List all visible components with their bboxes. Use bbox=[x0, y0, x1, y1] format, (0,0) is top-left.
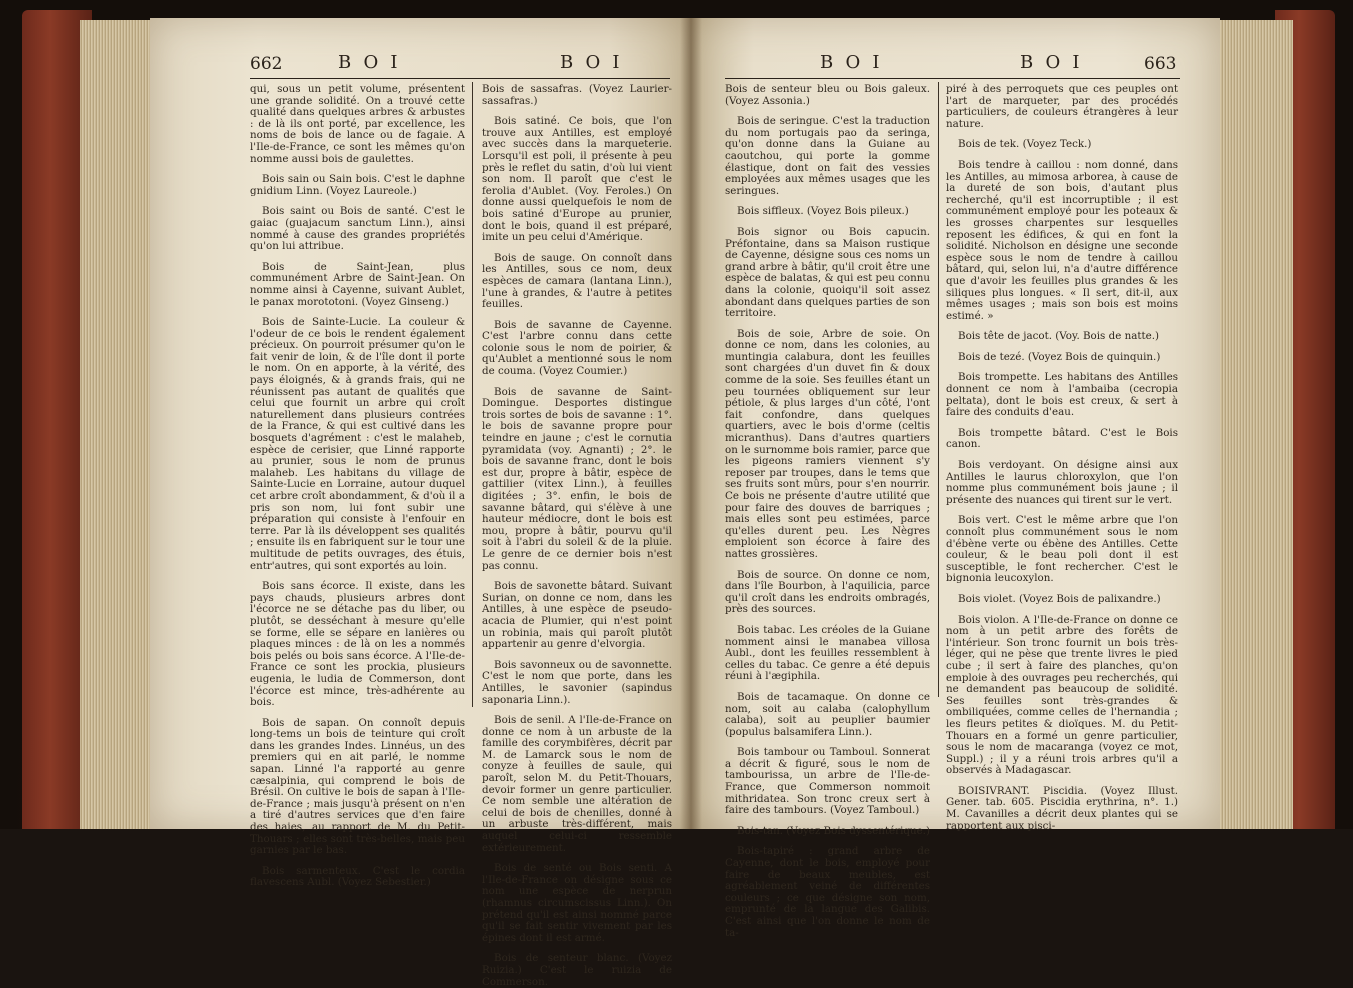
left-column-rule bbox=[472, 82, 473, 707]
dictionary-entry: Bois signor ou Bois capucin. Préfontaine, dans sa Maison rustique de Cayenne, désigne sous ces noms un grand arbre à bâtir, qu'il croit être une espèce de balatas, & qui est peu connu dans la colonie, quoiqu'il soit assez abondant dans quelques parties de son territoire. bbox=[725, 225, 930, 320]
dictionary-entry: Bois de senil. A l'Ile-de-France on donne ce nom à un arbuste de la famille des corymbifères, décrit par M. de Lamarck sous le nom de conyze à feuilles de saule, qui paroît, selon M. du Petit-Thouars, devoir former un genre particulier. Ce nom semble une altération de celui de bois de chenilles, donné à un arbuste très-différent, mais auquel celui-ci ressemble extérieurement. bbox=[482, 714, 672, 854]
dictionary-entry: Bois violon. A l'Ile-de-France on donne ce nom à un petit arbre des forêts de l'intérieur. Son tronc fournit un bois très-léger, qui ne pèse que trente livres le pied cube ; il sert à faire des planches, qu'on emploie à des ouvrages peu recherchés, qui ne demandent pas beaucoup de solidité. Ses feuilles sont très-grandes & ombiliquées, comme celles de l'hernandia ; les fleurs petites & dioïques. M. du Petit-Thouars en a formé un genre particulier, sous le nom de macaranga (voyez ce mot, Suppl.) ; il y a réuni trois arbres qu'il a observés à Madagascar. bbox=[946, 613, 1178, 777]
dictionary-entry: Bois de Saint-Jean, plus communément Arbre de Saint-Jean. On nomme ainsi à Cayenne, suivant Aublet, le panax morototoni. (Voyez Ginseng.) bbox=[250, 260, 465, 308]
dictionary-entry: Bois sain ou Sain bois. C'est le daphne gnidium Linn. (Voyez Laureole.) bbox=[250, 173, 465, 197]
dictionary-entry: Bois vert. C'est le même arbre que l'on connoît plus communément sous le nom d'ébène verte ou ébène des Antilles. Cette couleur, & le beau poli dont il est susceptible, le font rechercher. C'est le bignonia leucoxylon. bbox=[946, 514, 1178, 585]
dictionary-entry: BOISIVRANT. Piscidia. (Voyez Illust. Gener. tab. 605. Piscidia erythrina, n°. 1.) M. Cavanilles a décrit deux plantes qui se rapportent aux pisci- bbox=[946, 784, 1178, 832]
right-column-rule bbox=[938, 82, 939, 697]
dictionary-entry: Bois tabac. Les créoles de la Guiane nomment ainsi le manabea villosa Aubl., dont les feuilles ressemblent à celles du tabac. Ce genre a été depuis réuni à l'ægiphila. bbox=[725, 623, 930, 683]
right-running-head-right: BOI bbox=[1020, 52, 1092, 73]
dictionary-entry: Bois-tan. (Voyez Bois dyssentérique.) bbox=[737, 824, 930, 837]
left-page-number: 662 bbox=[250, 54, 283, 74]
right-page-column-1 bbox=[725, 83, 930, 939]
right-header-rule bbox=[725, 78, 1180, 79]
dictionary-entry: Bois violet. (Voyez Bois de palixandre.) bbox=[958, 592, 1161, 605]
dictionary-entry: Bois de sassafras. (Voyez Laurier-sassafras.) bbox=[482, 83, 672, 107]
dictionary-entry: Bois sans écorce. Il existe, dans les pays chauds, plusieurs arbres dont l'écorce ne se détache pas du liber, ou plutôt, se desséchant à mesure qu'elle se forme, elle se sépare en lanières ou plaques minces : de là on les a nommés bois pelés ou bois sans écorce. A l'Ile-de-France ce sont les prockia, plusieurs eugenia, le ludia de Commerson, dont l'écorce est mince, très-adhérente au bois. bbox=[250, 580, 465, 709]
dictionary-entry: Bois sarmenteux. C'est le cordia flavescens Aubl. (Voyez Sebestier.) bbox=[250, 864, 465, 889]
dictionary-entry: Bois satiné. Ce bois, que l'on trouve aux Antilles, est employé avec succès dans la marqueterie. Lorsqu'il est poli, il présente à peu près le reflet du satin, d'où lui vient son nom. Il paroît que c'est le ferolia d'Aublet. (Voy. Feroles.) On donne aussi quelquefois le nom de bois satiné d'Europe au prunier, dont le bois, quand il est préparé, imite un peu celui d'Amérique. bbox=[482, 115, 672, 244]
dictionary-entry: Bois tendre à caillou : nom donné, dans les Antilles, au mimosa arborea, à cause de la dureté de son bois, d'autant plus recherché, qu'il est incorruptible ; il est communément employé pour les poteaux & les grosses charpentes sur lesquelles reposent les édifices, & qui en font la solidité. Nicholson en désigne une seconde espèce sous le nom de tendre à caillou bâtard, qui, selon lui, n'a d'autre différence que d'avoir les feuilles plus grandes & les siliques plus longues. « Il sert, dit-il, aux mêmes usages ; mais son bois est moins estimé. » bbox=[946, 158, 1178, 322]
dictionary-entry: Bois tambour ou Tamboul. Sonnerat a décrit & figuré, sous le nom de tambourissa, un arbre de l'Ile-de-France, que Commerson nommoit mithridatea. Son tronc creux sert à faire des tambours. (Voyez Tamboul.) bbox=[725, 746, 930, 817]
dictionary-entry: Bois de tek. (Voyez Teck.) bbox=[958, 138, 1092, 151]
dictionary-entry: Bois tête de jacot. (Voy. Bois de natte.) bbox=[958, 330, 1159, 343]
dictionary-entry: Bois-tapiré : grand arbre de Cayenne, dont le bois, employé pour faire de beaux meubles, est agréablement veiné de différentes couleurs ; ce que désigne son nom, emprunté de la langue des Galibis. C'est ainsi que l'on donne le nom de ta- bbox=[725, 845, 930, 939]
left-running-head-left: BOI bbox=[338, 52, 410, 73]
dictionary-entry: Bois de savonette bâtard. Suivant Surian, on donne ce nom, dans les Antilles, à une espèce de pseudo-acacia de Plumier, qui n'est point un robinia, mais qui paroît plutôt appartenir au genre d'elvorgia. bbox=[482, 580, 672, 651]
dictionary-entry: Bois de senté ou Bois senti. A l'Ile-de-France on désigne sous ce nom une espèce de nerprun (rhamnus circumscissus Linn.). On prétend qu'il est ainsi nommé parce qu'il se fait sentir vivement par les épines dont il est armé. bbox=[482, 862, 672, 944]
dictionary-entry: Bois de senteur bleu ou Bois galeux. (Voyez Assonia.) bbox=[725, 83, 930, 107]
dictionary-entry: Bois savonneux ou de savonnette. C'est le nom que porte, dans les Antilles, le savonier (sapindus saponaria Linn.). bbox=[482, 658, 672, 706]
right-page-number: 663 bbox=[1144, 54, 1177, 74]
dictionary-entry: Bois trompette bâtard. C'est le Bois canon. bbox=[946, 426, 1178, 451]
dictionary-entry: Bois saint ou Bois de santé. C'est le gaiac (guajacum sanctum Linn.), ainsi nommé à cause des grandes propriétés qu'on lui attribue. bbox=[250, 205, 465, 253]
right-running-head-left: BOI bbox=[820, 52, 892, 73]
left-running-head-right: BOI bbox=[560, 52, 632, 73]
dictionary-entry: Bois trompette. Les habitans des Antilles donnent ce nom à l'ambaiba (cecropia peltata), dont le bois est creux, & sert à faire des conduits d'eau. bbox=[946, 371, 1178, 419]
dictionary-entry: Bois de savanne de Saint-Domingue. Desportes distingue trois sortes de bois de savanne : 1°. le bois de savanne propre pour teindre en jaune ; c'est le cornutia pyramidata (voy. Agnanti) ; 2°. le bois de savanne franc, dont le bois est dur, propre à bâtir, espèce de gattilier (vitex Linn.), à feuilles digitées ; 3°. enfin, le bois de savanne bâtard, qui s'élève à une hauteur médiocre, dont le bois est mou, propre à bâtir, pourvu qu'il soit à l'abri du soleil & de la pluie. Le genre de ce dernier bois n'est pas connu. bbox=[482, 385, 672, 572]
dictionary-entry: Bois de senteur blanc. (Voyez Ruizia.) C'est le ruizia de Commerson. bbox=[482, 952, 672, 988]
dictionary-entry: qui, sous un petit volume, présentent une grande solidité. On a trouvé cette qualité dans quelques arbres & arbustes : de là ils ont porté, par excellence, les noms de bois de lance ou de fagaie. A l'Ile-de-France, ce sont les mêmes qu'on nomme aussi bois de gaulettes. bbox=[250, 83, 465, 165]
dictionary-entry: Bois verdoyant. On désigne ainsi aux Antilles le laurus chloroxylon, que l'on nomme plus communément bois jaune ; il présente des nuances qui tirent sur le vert. bbox=[946, 459, 1178, 506]
page-edges-right bbox=[1218, 20, 1293, 829]
page-edges-left bbox=[80, 20, 150, 829]
left-page-column-1 bbox=[250, 83, 465, 889]
dictionary-entry: Bois de savanne de Cayenne. C'est l'arbre connu dans cette colonie sous le nom de poirier, & qu'Aublet a mentionné sous le nom de couma. (Voyez Coumier.) bbox=[482, 318, 672, 378]
left-header-rule bbox=[250, 78, 670, 79]
dictionary-entry: Bois de seringue. C'est la traduction du nom portugais pao da seringa, qu'on donne dans la Guiane au caoutchou, qui porte la gomme élastique, dont on fait des vessies employées aux mêmes usages que les seringues. bbox=[725, 115, 930, 197]
dictionary-entry: Bois de source. On donne ce nom, dans l'île Bourbon, à l'aquilicia, parce qu'il croît dans les endroits ombragés, près des sources. bbox=[725, 568, 930, 616]
book-gutter bbox=[680, 18, 702, 829]
right-page-column-2 bbox=[946, 83, 1178, 832]
dictionary-entry: Bois de Sainte-Lucie. La couleur & l'odeur de ce bois le rendent également précieux. On pourroit présumer qu'on le fait venir de loin, & de l'île dont il porte le nom. On en apporte, à la vérité, des pays éloignés, & à grands frais, qui ne réunissent pas autant de qualités que celui que fournit un arbre qui croît naturellement dans plusieurs contrées de la France, & qui est cultivé dans les bosquets d'agrément : c'est le malaheb, espèce de cerisier, que Linné rapporte au prunier, sous le nom de prunus malaheb. Les habitans du village de Sainte-Lucie en Lorraine, autour duquel cet arbre croît abondamment, & d'où il a pris son nom, lui font subir une préparation qui consiste à l'enfouir en terre. Par là ils développent ses qualités ; ensuite ils en fabriquent sur le tour une multitude de petits ouvrages, des étuis, entr'autres, qui sont exportés au loin. bbox=[250, 316, 465, 572]
dictionary-entry: Bois de soie, Arbre de soie. On donne ce nom, dans les colonies, au muntingia calabura, dont les feuilles sont chargées d'un duvet fin & doux comme de la soie. Ses feuilles étant un peu tournées obliquement sur leur pétiole, & plus larges d'un côté, l'ont fait confondre, dans quelques quartiers, avec le bois d'orme (celtis micranthus). Dans d'autres quartiers on le surnomme bois ramier, parce que les pigeons ramiers viennent s'y reposer par troupes, dans le tems que ses fruits sont mûrs, pour s'en nourrir. Ce bois ne présente d'autre utilité que pour faire des douves de barriques ; mais elles sont peu estimées, parce qu'elles durent peu. Les Nègres emploient son écorce à faire des nattes grossières. bbox=[725, 327, 930, 560]
left-page-column-2 bbox=[482, 83, 672, 988]
dictionary-entry: Bois de sauge. On connoît dans les Antilles, sous ce nom, deux espèces de camara (lantana Linn.), l'une à grandes, & l'autre à petites feuilles. bbox=[482, 251, 672, 311]
dictionary-entry: Bois de tezé. (Voyez Bois de quinquin.) bbox=[958, 350, 1161, 363]
dictionary-entry: piré à des perroquets que ces peuples ont l'art de marqueter, par des procédés particuliers, de couleurs étrangères à leur nature. bbox=[946, 83, 1178, 130]
dictionary-entry: Bois de tacamaque. On donne ce nom, soit au calaba (calophyllum calaba), soit au peuplier baumier (populus balsamifera Linn.). bbox=[725, 690, 930, 738]
dictionary-entry: Bois de sapan. On connoît depuis long-tems un bois de teinture qui croît dans les grandes Indes. Linnéus, un des premiers qui en ait parlé, le nomme sapan. Linné l'a rapporté au genre cæsalpinia, qui comprend le bois de Brésil. On cultive le bois de sapan à l'Ile-de-France ; mais jusqu'à présent on n'en a tiré d'autres services que d'en faire des haies, au rapport de M. du Petit-Thouars ; elles sont très-belles, mais peu garnies par le bas. bbox=[250, 716, 465, 857]
dictionary-entry: Bois siffleux. (Voyez Bois pileux.) bbox=[737, 205, 909, 218]
